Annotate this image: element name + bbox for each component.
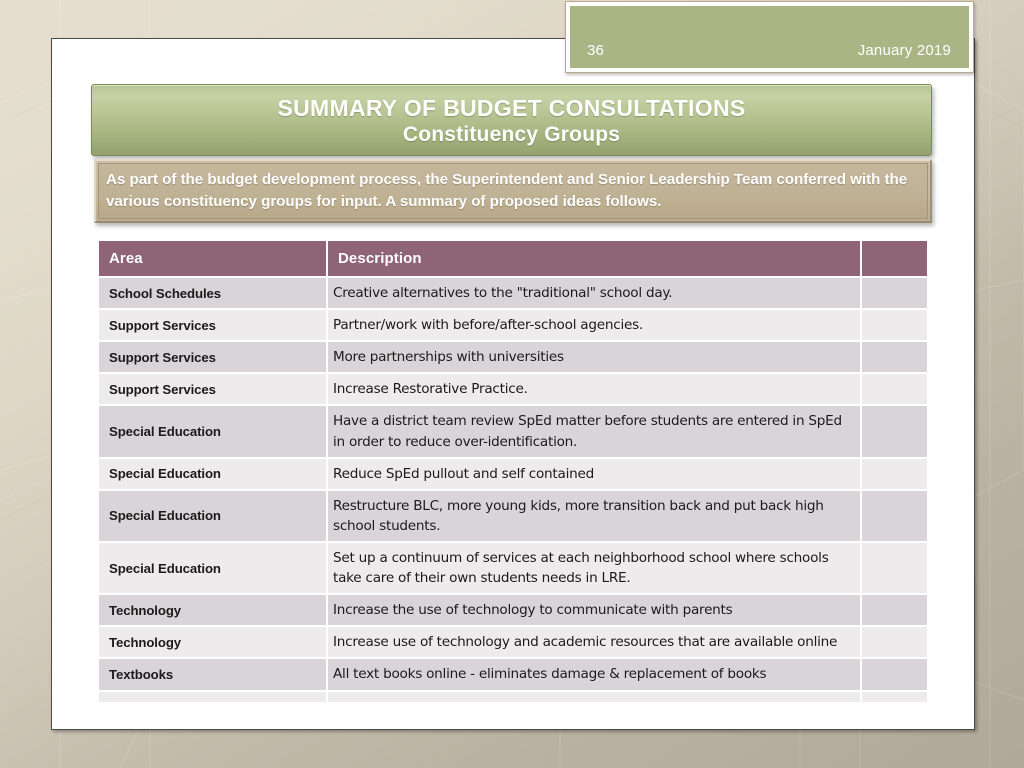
cell-description: Increase use of technology and academic resources that are available online [327,626,861,658]
cell-description [327,691,861,703]
cell-description: Restructure BLC, more young kids, more transition back and put back high school students. [327,490,861,542]
table-row [98,458,928,490]
cell-extra [861,341,928,373]
cell-description: Have a district team review SpEd matter before students are entered in SpEd in order to reduce over-identification. [327,405,861,457]
table-row [98,594,928,626]
column-header-extra [861,240,928,277]
cell-description: Increase the use of technology to communicate with parents [327,594,861,626]
cell-area: Support Services [98,373,327,405]
slide-title-banner [91,84,932,156]
cell-extra [861,542,928,594]
slide-header-plate-inner [570,6,969,68]
cell-extra [861,594,928,626]
slide-header-plate [565,1,974,73]
table-row [98,405,928,457]
column-header-description: Description [327,240,861,277]
slide-canvas [51,38,975,730]
summary-table-body [98,277,928,703]
table-row [98,626,928,658]
summary-table [97,239,929,704]
table-row [98,309,928,341]
cell-extra [861,458,928,490]
intro-text-plate-inner [98,163,928,219]
header-date: January 2019 [857,42,951,59]
table-row [98,658,928,690]
slide-title-secondary: Constituency Groups [402,122,621,146]
table-row [98,341,928,373]
column-header-area: Area [98,240,327,277]
cell-extra [861,309,928,341]
table-header-row [98,240,928,277]
page-number: 36 [587,42,605,59]
cell-area: Technology [98,626,327,658]
slide-title-primary: SUMMARY OF BUDGET CONSULTATIONS [277,94,746,121]
intro-text-plate [94,159,932,223]
cell-extra [861,373,928,405]
cell-area: Special Education [98,458,327,490]
intro-paragraph: As part of the budget development process, the Superintendent and Senior Leadership Team conferred with the various constituency groups for input. A summary of proposed ideas follows. [106,171,908,210]
cell-extra [861,277,928,309]
cell-area: Special Education [98,490,327,542]
cell-description: Creative alternatives to the "traditional" school day. [327,277,861,309]
table-row [98,542,928,594]
cell-extra [861,626,928,658]
cell-description: Increase Restorative Practice. [327,373,861,405]
cell-description: All text books online - eliminates damage & replacement of books [327,658,861,690]
cell-area: Support Services [98,341,327,373]
cell-extra [861,405,928,457]
table-row [98,373,928,405]
table-row [98,277,928,309]
cell-area: Textbooks [98,658,327,690]
cell-description: Set up a continuum of services at each neighborhood school where schools take care of their own students needs in LRE. [327,542,861,594]
cell-area [98,691,327,703]
cell-extra [861,658,928,690]
summary-table-head [98,240,928,277]
cell-area: Special Education [98,542,327,594]
table-row [98,490,928,542]
cell-area: Support Services [98,309,327,341]
cell-area: Special Education [98,405,327,457]
cell-description: Partner/work with before/after-school agencies. [327,309,861,341]
table-row [98,691,928,703]
cell-extra [861,490,928,542]
summary-table-container [97,239,927,704]
cell-description: More partnerships with universities [327,341,861,373]
cell-area: Technology [98,594,327,626]
cell-area: School Schedules [98,277,327,309]
cell-extra [861,691,928,703]
cell-description: Reduce SpEd pullout and self contained [327,458,861,490]
